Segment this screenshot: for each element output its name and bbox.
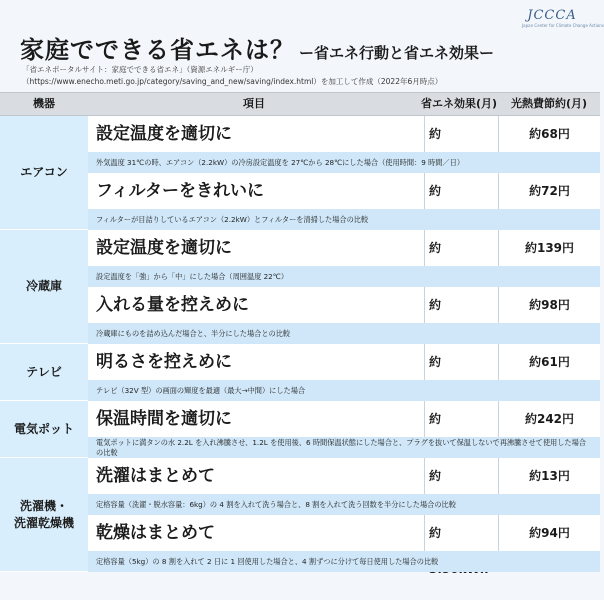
row-item: フィルターをきれいに [96, 181, 264, 201]
row-item: 保温時間を適切に [96, 409, 232, 429]
row-item: 設定温度を適切に [96, 238, 232, 258]
header-effect: 省エネ効果(月) [420, 97, 498, 110]
row-item: 明るさを控えめに [96, 352, 232, 372]
row-note: 設定温度を「強」から「中」にした場合（周囲温度 22℃） [88, 266, 600, 287]
table-row [88, 287, 600, 344]
row-cost: 約61円 [498, 344, 600, 380]
row-cost: 約98円 [498, 287, 600, 323]
row-main [88, 116, 600, 152]
table-row [88, 344, 600, 401]
row-cost: 約139円 [498, 230, 600, 266]
page-title: 家庭でできる省エネは？ [20, 36, 295, 64]
table-row [88, 230, 600, 287]
row-main [88, 230, 600, 266]
row-effect: 約 [424, 515, 496, 551]
row-effect: 約 [424, 344, 496, 380]
source-line-2: （https://www.enecho.meti.go.jp/category/saving_and_new/saving/index.html）を加工して作成（2022年6月時点） [22, 77, 443, 86]
row-main [88, 287, 600, 323]
table-row [88, 401, 600, 458]
header-cost: 光熱費節約(月) [510, 97, 588, 110]
logo-subtext: Japan Center for Climate Change Actions [522, 23, 604, 28]
device-name: 電気ポット [13, 421, 74, 436]
row-cost: 約94円 [498, 515, 600, 551]
table-header [0, 92, 600, 116]
page-subtitle: ー省エネ行動と省エネ効果ー [299, 44, 495, 62]
group-pot [0, 401, 88, 458]
group-fridge [0, 230, 88, 344]
logo-text: JCCCA [527, 8, 577, 23]
row-main [88, 344, 600, 380]
row-note: フィルターが目詰りしているエアコン（2.2kW）とフィルターを清掃した場合の比較 [88, 209, 600, 230]
row-note: テレビ（32V 型）の画面の輝度を最適（最大→中間）にした場合 [88, 380, 600, 401]
row-item: 乾燥はまとめて [96, 523, 215, 543]
row-note: 定格容量（5kg）の 8 割を入れて 2 日に 1 回使用した場合と、4 割ずつに分けて毎日使用した場合の比較 [88, 551, 600, 572]
row-item: 設定温度を適切に [96, 124, 232, 144]
header-item: 項目 [243, 97, 265, 110]
row-cost: 約242円 [498, 401, 600, 437]
device-name: エアコン [20, 165, 68, 179]
row-note: 冷蔵庫にものを詰め込んだ場合と、半分にした場合との比較 [88, 323, 600, 344]
row-note: 外気温度 31℃の時、エアコン（2.2kW）の冷房設定温度を 27℃から 28℃にした場合（使用時間：9 時間／日） [88, 152, 600, 173]
device-name: テレビ [26, 364, 62, 379]
row-main [88, 515, 600, 551]
row-effect: 約 [424, 287, 496, 323]
table-row [88, 458, 600, 515]
row-main [88, 401, 600, 437]
row-cost: 約72円 [498, 173, 600, 209]
row-note: 電気ポットに満タンの水 2.2L を入れ沸騰させ、1.2L を使用後、6 時間保温状態にした場合と、プラグを抜いて保温しないで再沸騰させて使用した場合の比較 [88, 437, 600, 458]
row-cost: 約68円 [498, 116, 600, 152]
row-note: 定格容量（洗濯・脱水容量：6kg）の 4 割を入れて洗う場合と、8 割を入れて洗う回数を半分にした場合の比較 [88, 494, 600, 515]
group-aircon [0, 116, 88, 230]
header [20, 30, 580, 64]
row-main [88, 458, 600, 494]
device-name: 洗濯機・ 洗濯乾燥機 [13, 498, 74, 530]
row-effect: 約 [424, 458, 496, 494]
table-row [88, 173, 600, 230]
device-name: 冷蔵庫 [25, 279, 62, 293]
group-washer [0, 458, 88, 572]
group-tv [0, 344, 88, 401]
source-citation [22, 64, 442, 88]
jccca-logo [522, 8, 604, 36]
row-item: 入れる量を控えめに [96, 295, 249, 315]
table-row [88, 116, 600, 173]
table-row [88, 515, 600, 572]
row-effect: 約 [424, 173, 496, 209]
row-effect: 約 [424, 116, 496, 152]
row-effect: 約 [424, 401, 496, 437]
row-effect: 約 [424, 230, 496, 266]
row-cost: 約13円 [498, 458, 600, 494]
energy-saving-table [0, 92, 600, 600]
header-device: 機器 [33, 97, 55, 110]
row-main [88, 173, 600, 209]
row-item: 洗濯はまとめて [96, 466, 215, 486]
source-line-1: 「省エネポータルサイト：家庭でできる省エネ」（資源エネルギー庁） [22, 65, 258, 74]
